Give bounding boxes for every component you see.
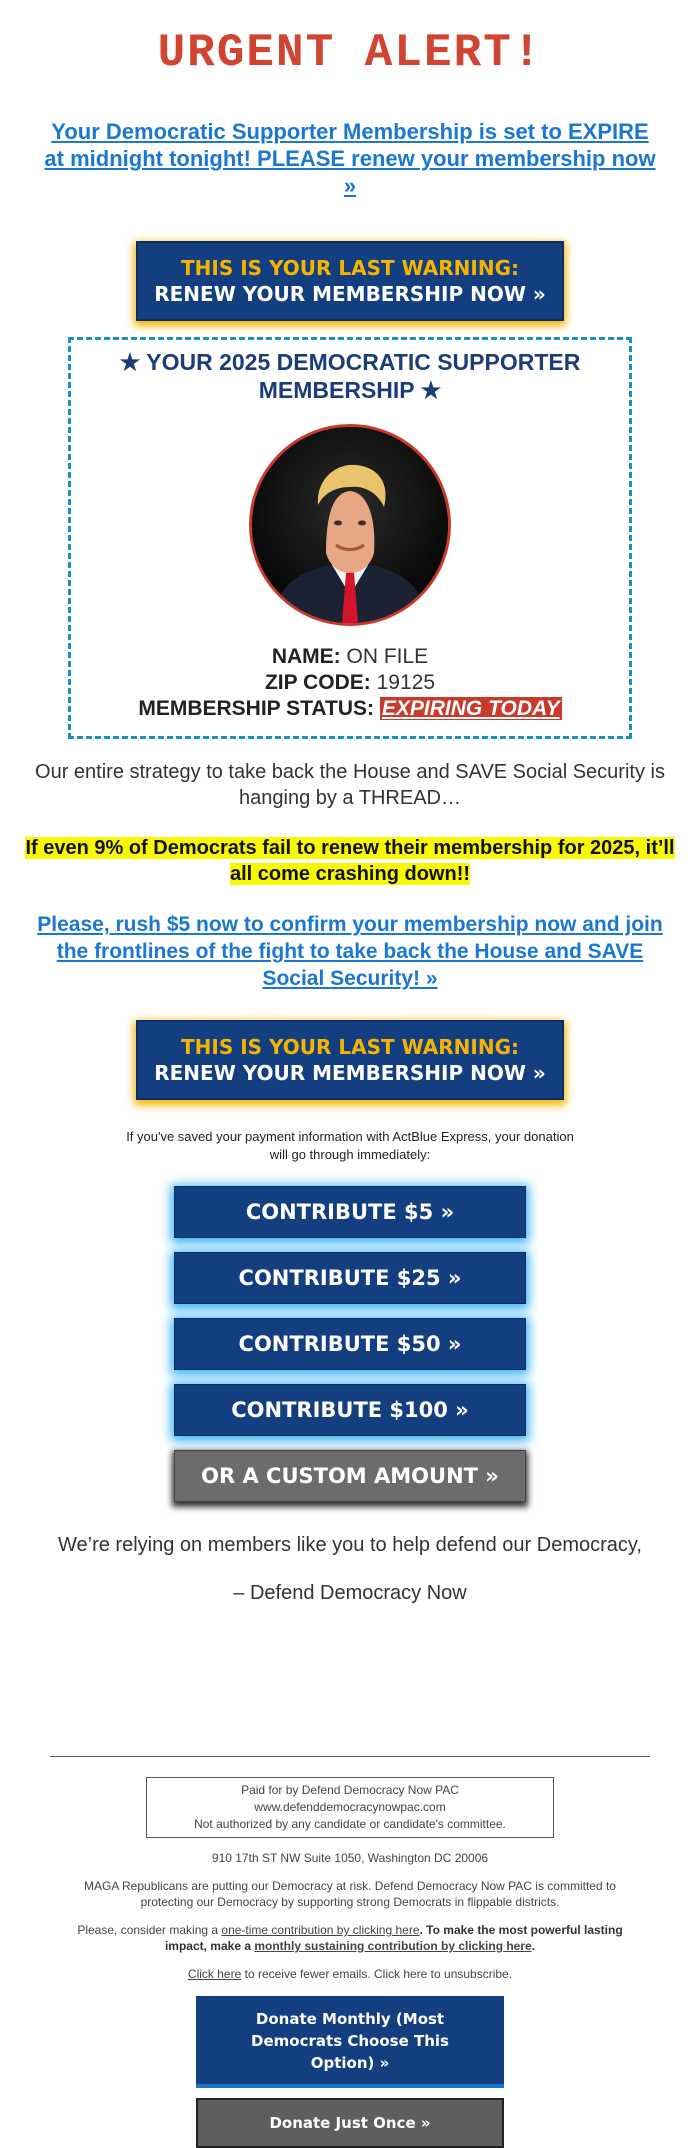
name-label: NAME: <box>271 645 341 668</box>
portrait-image <box>252 427 448 623</box>
renew-warning-button-2[interactable] <box>136 1020 564 1100</box>
avatar <box>249 424 451 626</box>
highlight-text: If even 9% of Democrats fail to renew their membership for 2025, it’ll all come crashing down!! <box>25 837 675 885</box>
membership-card <box>68 337 632 739</box>
monthly-link[interactable]: monthly sustaining contribution by clicking here <box>254 1939 532 1953</box>
signature: – Defend Democracy Now <box>233 1582 467 1604</box>
zip-label: ZIP CODE: <box>264 671 371 694</box>
unsubscribe-text <box>0 1966 700 1982</box>
renew-warning-button[interactable] <box>136 241 564 321</box>
strategy-text: Our entire strategy to take back the House and SAVE Social Security is hanging by a THREAD… <box>35 761 665 809</box>
paid-for-text: Paid for by Defend Democracy Now PAC <box>241 1783 459 1797</box>
consider-prefix: Please, consider making a <box>77 1923 222 1937</box>
contribute-100-button[interactable]: CONTRIBUTE $100 » <box>174 1384 526 1436</box>
not-authorized-text: Not authorized by any candidate or candidate's committee. <box>194 1817 506 1831</box>
donate-monthly-button[interactable]: Donate Monthly (Most Democrats Choose This Option) » <box>196 1996 504 2088</box>
custom-amount-button[interactable]: OR A CUSTOM AMOUNT » <box>174 1450 526 1502</box>
warning-prefix: THIS IS YOUR LAST WARNING: <box>181 1035 519 1059</box>
consider-mid: . To make the most powerful lasting impact, make a <box>164 1923 623 1953</box>
address: 910 17th ST NW Suite 1050, Washington DC 20006 <box>211 1851 489 1865</box>
consider-text <box>0 1922 700 1954</box>
status-badge: EXPIRING TODAY <box>381 697 560 720</box>
donate-once-button[interactable]: Donate Just Once » <box>196 2098 504 2148</box>
contribute-50-button[interactable]: CONTRIBUTE $50 » <box>174 1318 526 1370</box>
name-row <box>91 644 609 670</box>
status-label: MEMBERSHIP STATUS: <box>138 697 375 720</box>
status-row <box>91 696 609 722</box>
card-title: ★ YOUR 2025 DEMOCRATIC SUPPORTER MEMBERSHIP ★ <box>119 349 581 403</box>
paid-for-box <box>146 1777 554 1838</box>
consider-end: . <box>531 1939 536 1953</box>
name-value: ON FILE <box>346 645 429 668</box>
headline: URGENT ALERT! <box>157 27 543 79</box>
warning-label: RENEW YOUR MEMBERSHIP NOW » <box>154 282 546 306</box>
contribute-25-button[interactable]: CONTRIBUTE $25 » <box>174 1252 526 1304</box>
one-time-link[interactable]: one-time contribution by clicking here <box>221 1923 420 1937</box>
contribute-5-button[interactable]: CONTRIBUTE $5 » <box>174 1186 526 1238</box>
zip-row <box>91 670 609 696</box>
highlight-paragraph <box>0 835 700 887</box>
fewer-emails-text: to receive fewer emails. Click here to unsubscribe. <box>241 1967 513 1981</box>
actblue-note: If you've saved your payment information with ActBlue Express, your donation will go through immediately: <box>126 1129 574 1162</box>
zip-value: 19125 <box>376 671 436 694</box>
rush-donation-link[interactable]: Please, rush $5 now to confirm your membership now and join the frontlines of the fight to take back the House and SAVE Social Security! » <box>37 913 663 990</box>
website-text: www.defenddemocracynowpac.com <box>254 1800 446 1814</box>
warning-prefix: THIS IS YOUR LAST WARNING: <box>181 256 519 280</box>
mission-text: MAGA Republicans are putting our Democracy at risk. Defend Democracy Now PAC is committed to protecting our Democracy by supporting strong Democrats in flippable districts. <box>84 1879 616 1909</box>
warning-label: RENEW YOUR MEMBERSHIP NOW » <box>154 1061 546 1085</box>
fewer-emails-link[interactable]: Click here <box>187 1967 242 1981</box>
expire-renew-link[interactable]: Your Democratic Supporter Membership is set to EXPIRE at midnight tonight! PLEASE renew your membership now » <box>44 119 656 198</box>
closing-text: We’re relying on members like you to help defend our Democracy, <box>58 1534 642 1556</box>
